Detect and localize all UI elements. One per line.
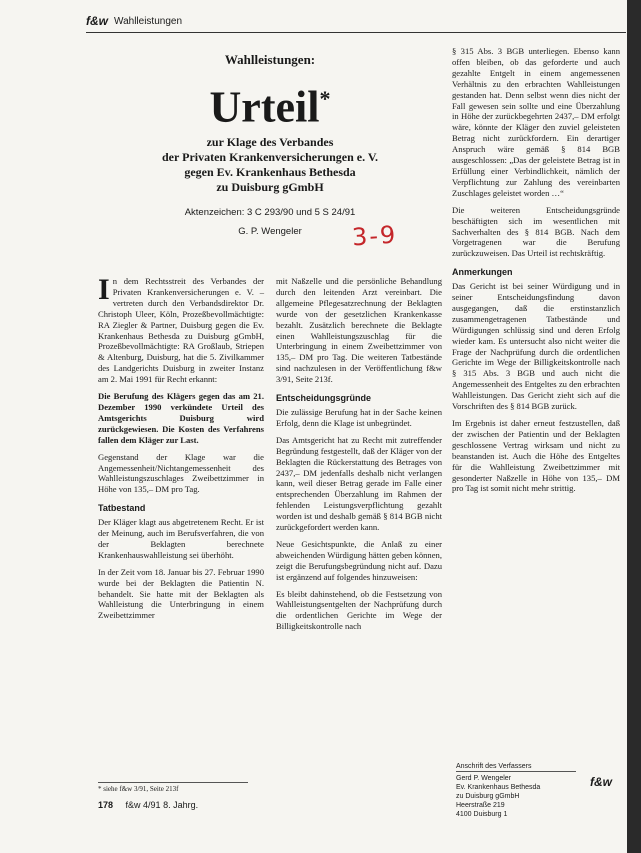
address-line: Gerd P. Wengeler: [456, 775, 511, 782]
body-paragraph: Neue Gesichtspunkte, die Anlaß zu einer abweichenden Würdigung hätten geben können, zeigt die Berufungsbegründung nicht auf. Dazu ist ergänzend auf folgendes hinzuweisen:: [276, 538, 442, 582]
subtitle-line: der Privaten Krankenversicherungen e. V.: [162, 149, 378, 164]
text-column-3: [452, 46, 620, 500]
address-line: Ev. Krankenhaus Bethesda: [456, 784, 541, 791]
page-footer: [98, 800, 438, 810]
handwritten-annotation: 3-9: [351, 220, 399, 252]
binding-edge: [627, 0, 641, 853]
verdict-paragraph: Die Berufung des Klägers gegen das am 21. Dezember 1990 verkündete Urteil des Amtsgerichts Duisburg wird zurückgewiesen. Die Kosten des Verfahrens fallen dem Kläger zur Last.: [98, 391, 264, 445]
address-heading: Anschrift des Verfassers: [456, 762, 576, 772]
article-title-block: [90, 52, 450, 237]
body-paragraph: Das Amtsgericht hat zu Recht mit zutreffender Begründung festgestellt, daß der Kläger von der Beklagten die Rückerstattung des Betrages von 2437,– DM jedenfalls deshalb nicht verlangen kann, weil dieser Betrag gerade im Falle einer entsprechenden Überzahlung im Rahmen der fehlenden Leistungsverpflichtung gezahlt worden ist und deshalb gemäß § 814 BGB nicht zurückgefordert werden kann.: [276, 434, 442, 533]
subject-paragraph: Gegenstand der Klage war die Angemessenheit/Nichtangemessenheit des Wahlleistungszuschlages Zweibettzimmer in Höhe von 135,– DM pro Tag.: [98, 451, 264, 495]
case-reference: Aktenzeichen: 3 C 293/90 und 5 S 24/91: [184, 206, 356, 218]
subtitle-line: zur Klage des Verbandes: [206, 134, 334, 149]
body-paragraph: Es bleibt dahinstehend, ob die Festsetzung von Wahlleistungsentgelten der Nachprüfung durch die ordentlichen Gerichte im Wege der Billigkeitskontrolle nach: [276, 588, 442, 632]
journal-issue: f&w 4/91 8. Jahrg.: [125, 800, 199, 810]
body-paragraph: Die zulässige Berufung hat in der Sache keinen Erfolg, denn die Klage ist unbegründet.: [276, 406, 442, 428]
page-header: [86, 14, 626, 33]
heading-tatbestand: Tatbestand: [98, 503, 146, 514]
subtitle-line: zu Duisburg gGmbH: [216, 179, 324, 194]
heading-anmerkungen: Anmerkungen: [452, 267, 513, 278]
article-title: [90, 74, 450, 133]
subtitle-line: gegen Ev. Krankenhaus Bethesda: [184, 164, 356, 179]
article-title-text: Urteil: [209, 82, 320, 132]
footer-journal-logo: f&w: [590, 775, 612, 789]
body-paragraph: Der Kläger klagt aus abgetretenem Recht. Er ist der Meinung, auch im Berufsverfahren, die von der Beklagten berechnete Krankenhauswahlleistung sei überhöht.: [98, 517, 264, 560]
intro-paragraph: [98, 273, 264, 385]
body-paragraph: mit Naßzelle und die persönliche Behandlung durch den leitenden Arzt vereinbart. Die allgemeine Pflegesatzrechnung der Beklagten wurde von der gesetzlichen Krankenkasse bezahlt. Zusätzlich berechnete die Beklagte einen Wahlleistungszuschlag für die Unterbringung in einem Zweibettzimmer von 135,– DM pro Tag. Die weiteren Tatbestände sind nachzulesen in der Veröffentlichung f&w 3/91, Seite 213f.: [276, 276, 442, 385]
page-number: 178: [98, 800, 114, 810]
address-line: zu Duisburg gGmbH: [456, 793, 520, 800]
drop-cap: I: [98, 273, 110, 306]
author-name: G. P. Wengeler: [238, 225, 302, 237]
title-asterisk: *: [319, 86, 331, 111]
author-address: [456, 762, 576, 819]
text-column-2: [276, 276, 442, 638]
journal-logo: f&w: [86, 14, 108, 28]
heading-entscheidungsgruende: Entscheidungsgründe: [276, 393, 372, 404]
body-paragraph: Im Ergebnis ist daher erneut festzustellen, daß der zwischen der Patientin und der Beklagten geschlossene Vertrag wirksam und nicht zu beanstanden ist. Auch die Höhe des Entgeltes für die Wahlleistung Zweibettzimmer mit gesonderter Naßzelle in Höhe von 135,– DM pro Tag ist somit nicht mehr strittig.: [452, 418, 620, 494]
address-line: 4100 Duisburg 1: [456, 811, 508, 818]
address-line: Heerstraße 219: [456, 802, 505, 809]
intro-text: n dem Rechtsstreit des Verbandes der Privaten Krankenversicherungen e. V. – vertreten durch den Verbandsdirektor Dr. Christoph Uleer, Köln, Prozeßbevollmächtigte: RA Ziegler & Partner, Duisburg gegen die Ev. Krankenhaus Bethesda zu Duisburg gGmbH, Prozeßbevollmächtigte: RA Großlaub, Striepen & Altenburg, Duisburg, hat die 5. Zivilkammer des Landgerichts Duisburg in zweiter Instanz am 2. Mai 1991 für Recht erkannt:: [98, 276, 264, 385]
body-paragraph: In der Zeit vom 18. Januar bis 27. Februar 1990 wurde bei der Beklagten die Patientin N. behandelt. Sie hatte mit der Beklagten als Wahlleistung die Unterbringung in einem Zweibettzimmer: [98, 566, 264, 621]
body-paragraph: Das Gericht ist bei seiner Würdigung und in seiner Entscheidungsfindung davon ausgegangen, daß die erstinstanzlich zusammengetragenen Tatbestände und Würdigungen schlüssig sind und deren Erfolg wieder kam. Es untersucht also nicht weiter die Frage der Nachprüfung durch die ordentlichen Gerichte im Wege der Billigkeitskontrolle nach § 315 Abs. 3 BGB und auch nicht die Angemessenheit des Entgeltes zu den erbrachten Wahlleistungen. Das Gericht zieht sich auf die Vorschriften des § 814 BGB zurück.: [452, 281, 620, 412]
section-label: Wahlleistungen: [114, 16, 183, 27]
article-kicker: Wahlleistungen:: [224, 52, 316, 67]
body-paragraph: Die weiteren Entscheidungsgründe beschäftigten sich im wesentlichen mit Sachverhalten des § 814 BGB. Nach dem Vorgetragenen war die Berufung zurückzuweisen. Das Urteil ist rechtskräftig.: [452, 204, 620, 259]
article-subtitle: [90, 135, 450, 195]
body-paragraph: § 315 Abs. 3 BGB unterliegen. Ebenso kann offen bleiben, ob das geforderte und auch gezahlte Entgelt in einem angemessenen Verhältnis zu den erbrachten Wahlleistungen gestanden hat. Denn selbst wenn dies nicht der Fall gewesen sein sollte und eine Überzahlung in Höhe der zurückbegehrten 2437,– DM erfolgt wäre, könnte der Kläger den zuviel geleisteten Betrag nicht zurückfordern. Ein derartiger Anspruch wäre gemäß § 814 BGB ausgeschlossen: „Das der geleistete Betrag ist in Erfüllung einer Verbindlichkeit, nämlich der Verpflichtung zur Zahlung des vereinbarten Zuschlages geleistet worden …“: [452, 46, 620, 198]
footnote: * siehe f&w 3/91, Seite 213f: [98, 782, 248, 793]
text-column-1: [98, 273, 264, 627]
